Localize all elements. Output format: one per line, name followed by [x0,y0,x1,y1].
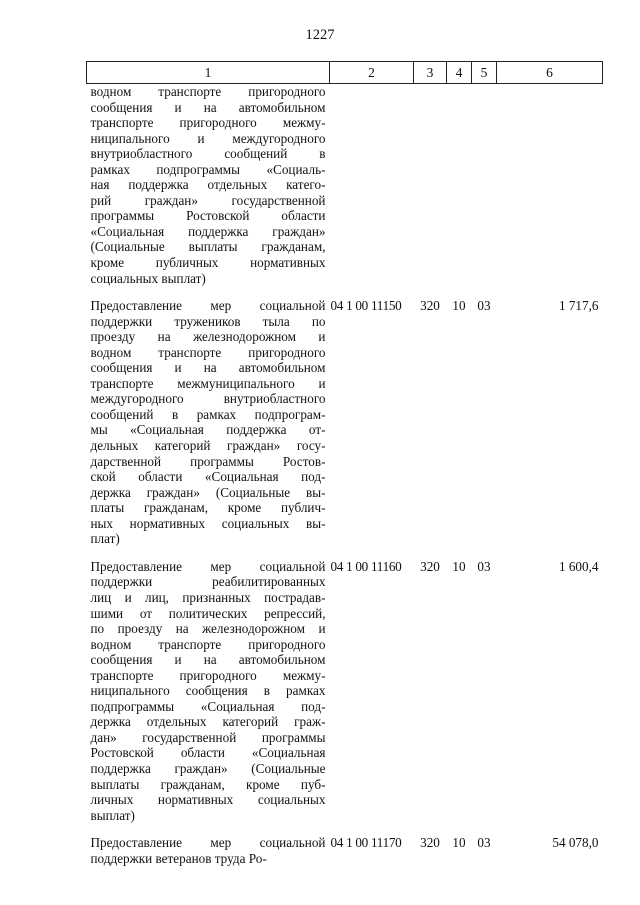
description-line: личных нормативных социальных [90,792,326,808]
description-line: выплат) [90,807,135,823]
table-row [87,84,603,287]
description-line: водном транспорте пригородного [90,636,326,652]
table-row [87,286,603,547]
description-line: программы Ростовской области [90,208,326,224]
description-line: транспорте межмуниципального и [90,375,326,391]
description-line: сообщения и на автомобильном [90,360,326,376]
row-amount: 1 717,6 [558,298,599,314]
description-line: держка отдельных категорий граж- [90,714,326,730]
description-line: социальных выплат) [90,270,206,286]
row-subsection: 03 [477,835,491,851]
header-col-6: 6 [497,62,603,84]
description-line: дан» государственной программы [90,729,326,745]
page-number: 1227 [305,27,335,43]
budget-table [86,61,603,866]
description-line: поддержки реабилитированных [90,574,326,590]
description-line: платы гражданам, кроме публич- [90,500,326,516]
description-line: ниципального и междугородного [90,130,326,146]
description-line: ской области «Социальная под- [90,469,326,485]
row-subsection: 03 [477,298,491,314]
row-section [447,84,472,287]
description-line: плат) [90,531,120,547]
description-line: транспорте пригородного межму- [90,115,326,131]
description-line: дельных категорий граждан» госу- [90,438,326,454]
row-section: 10 [452,298,466,314]
table-row [87,823,603,866]
description-line: сообщений в рамках подпрограм- [90,406,326,422]
header-col-4: 4 [447,62,472,84]
row-code: 04 1 00 11170 [330,835,402,851]
description-line: сообщения и на автомобильном [90,652,326,668]
description-line: междугородного внутриобластного [90,391,326,407]
description-line: держка граждан» (Социальные вы- [90,484,326,500]
description-line: проезду на железнодорожном и [90,329,326,345]
row-description [87,823,330,866]
description-line: водном транспорте пригородного [90,84,326,99]
row-amount: 1 600,4 [558,558,599,574]
row-description [87,286,330,547]
description-line: ных нормативных социальных вы- [90,515,326,531]
description-line: рамках подпрограммы «Социаль- [90,161,326,177]
description-line: рий граждан» государственной [90,192,326,208]
description-line: Предоставление мер социальной [90,298,326,314]
description-line: поддержка граждан» (Социальные [90,760,326,776]
description-line: кроме публичных нормативных [90,255,326,271]
description-line: шими от политических репрессий, [90,605,326,621]
row-description [87,547,330,823]
row-section: 10 [452,558,466,574]
header-col-3: 3 [414,62,447,84]
description-line: (Социальные выплаты гражданам, [90,239,326,255]
description-line: транспорте пригородного межму- [90,667,326,683]
description-line: подпрограммы «Социальная под- [90,698,326,714]
row-expense-type: 320 [420,835,440,851]
description-line: «Социальная поддержка граждан» [90,223,326,239]
table-row [87,547,603,823]
row-expense-type [414,84,447,287]
row-subsection: 03 [477,558,491,574]
description-line: лиц и лиц, признанных пострадав- [90,589,326,605]
description-line: Предоставление мер социальной [90,558,326,574]
description-line: Предоставление мер социальной [90,835,326,851]
table-header-row [87,62,603,84]
description-line: ниципального сообщения в рамках [90,683,326,699]
row-description [87,84,330,287]
row-section: 10 [452,835,466,851]
description-line: поддержки тружеников тыла по [90,313,326,329]
description-line: выплаты гражданам, кроме пуб- [90,776,326,792]
description-line: сообщения и на автомобильном [90,99,326,115]
description-line: внутриобластного сообщений в [90,146,326,162]
row-subsection [472,84,497,287]
row-amount [497,84,603,287]
description-line: мы «Социальная поддержка от- [90,422,326,438]
row-expense-type: 320 [420,558,440,574]
row-expense-type: 320 [420,298,440,314]
description-line: дарственной программы Ростов- [90,453,326,469]
header-col-2: 2 [330,62,414,84]
row-code [330,84,414,287]
header-col-5: 5 [472,62,497,84]
description-line: ная поддержка отдельных катего- [90,177,326,193]
row-code: 04 1 00 11160 [330,558,402,574]
row-code: 04 1 00 11150 [330,298,402,314]
description-line: поддержки ветеранов труда Ро- [90,850,267,866]
description-line: Ростовской области «Социальная [90,745,326,761]
description-line: водном транспорте пригородного [90,344,326,360]
header-col-1: 1 [87,62,330,84]
row-amount: 54 078,0 [552,835,599,851]
description-line: по проезду на железнодорожном и [90,621,326,637]
